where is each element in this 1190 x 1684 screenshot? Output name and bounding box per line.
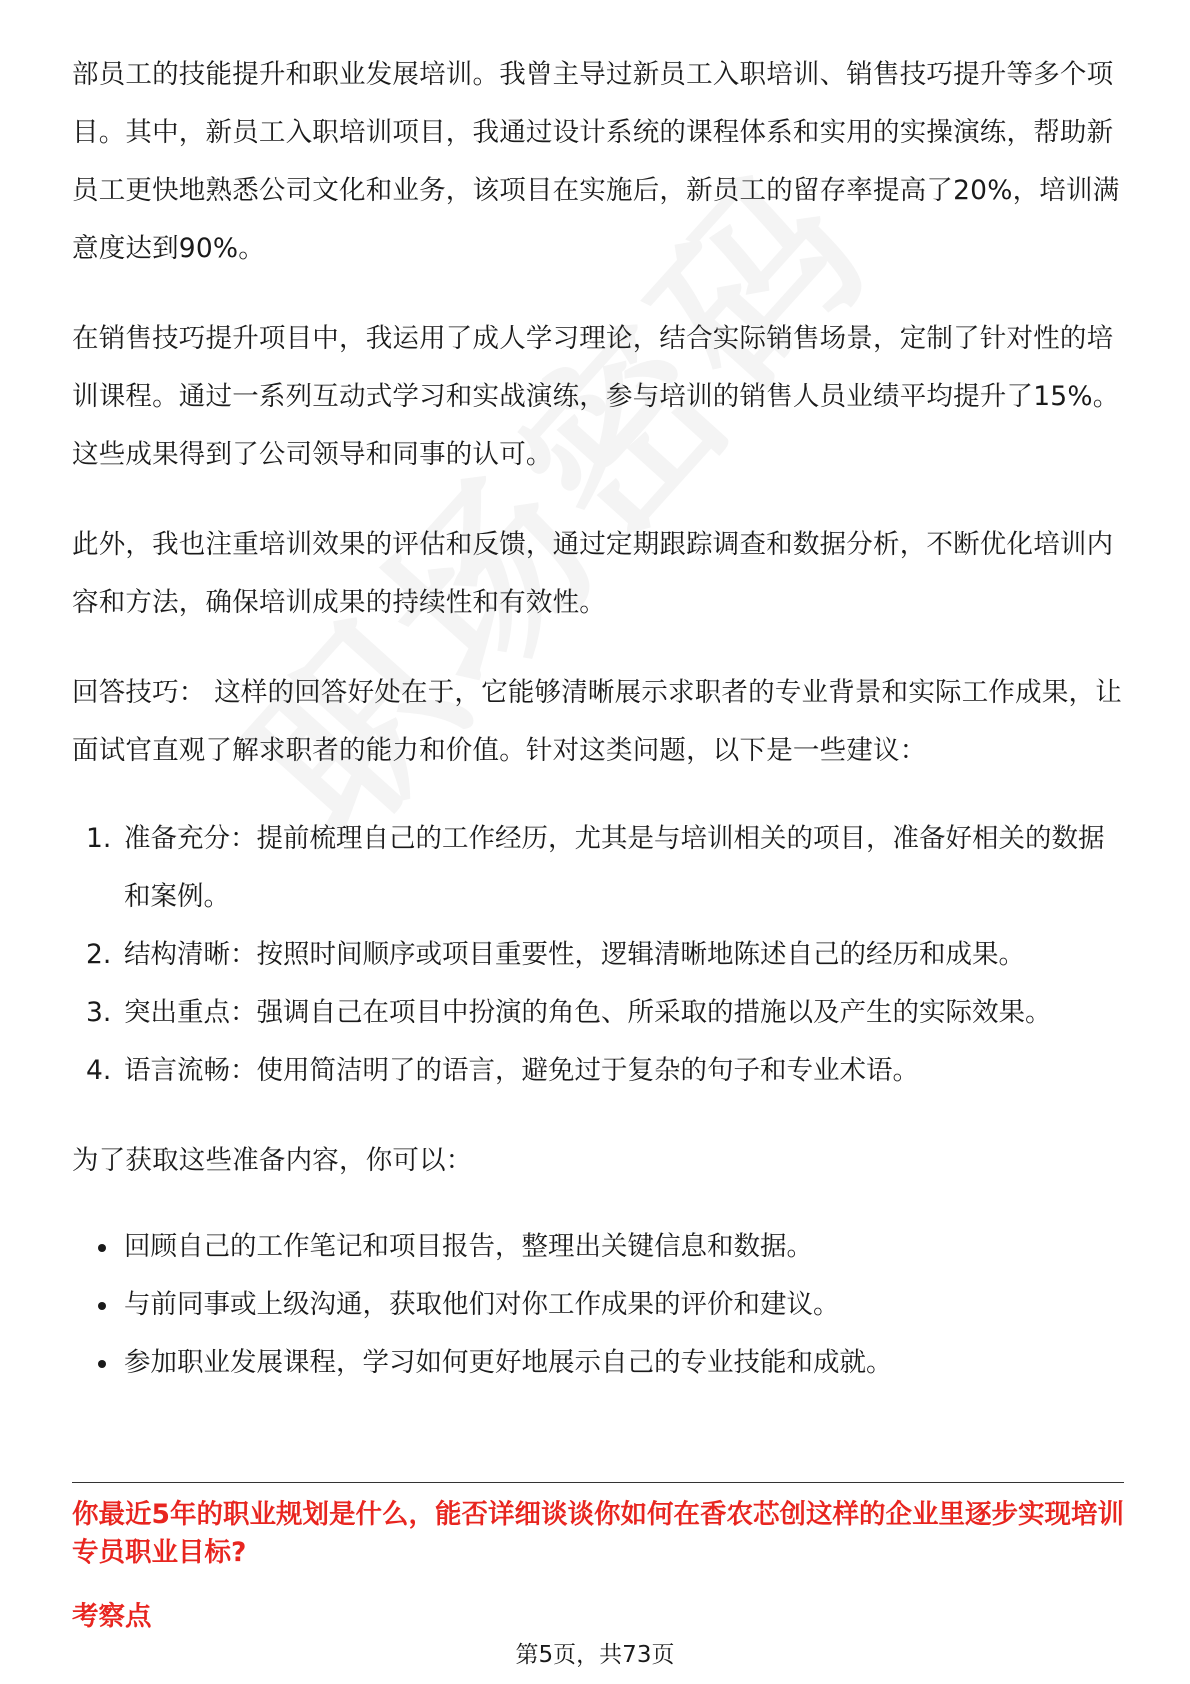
- list-item-text: 回顾自己的工作笔记和项目报告，整理出关键信息和数据。: [124, 1231, 813, 1262]
- list-item: [72, 1276, 1124, 1334]
- list-number: 3.: [86, 997, 112, 1028]
- tips-list: [72, 810, 1124, 1100]
- list-item: [72, 1218, 1124, 1276]
- list-item: [72, 1042, 1124, 1100]
- prep-list: [72, 1218, 1124, 1392]
- paragraph-training-experience: 部员工的技能提升和职业发展培训。我曾主导过新员工入职培训、销售技巧提升等多个项目。其中，新员工入职培训项目，我通过设计系统的课程体系和实用的实操演练，帮助新员工更快地熟悉公司文化和业务，该项目在实施后，新员工的留存率提高了20%，培训满意度达到90%。: [72, 59, 1120, 264]
- list-item: [72, 926, 1124, 984]
- paragraph-evaluation: 此外，我也注重培训效果的评估和反馈，通过定期跟踪调查和数据分析，不断优化培训内容和方法，确保培训成果的持续性和有效性。: [72, 529, 1114, 618]
- main-content: [72, 46, 1124, 1392]
- list-item-text: 准备充分：提前梳理自己的工作经历，尤其是与培训相关的项目，准备好相关的数据和案例。: [124, 823, 1105, 912]
- list-item-text: 语言流畅：使用简洁明了的语言，避免过于复杂的句子和专业术语。: [124, 1055, 919, 1086]
- list-item-text: 结构清晰：按照时间顺序或项目重要性，逻辑清晰地陈述自己的经历和成果。: [124, 939, 1025, 970]
- list-item: [72, 810, 1124, 926]
- list-item-text: 与前同事或上级沟通，获取他们对你工作成果的评价和建议。: [124, 1289, 840, 1320]
- bullet-icon: [98, 1360, 106, 1368]
- paragraph-prep-intro: 为了获取这些准备内容，你可以：: [72, 1145, 473, 1176]
- list-number: 4.: [86, 1055, 112, 1086]
- list-number: 2.: [86, 939, 112, 970]
- list-number: 1.: [86, 823, 112, 854]
- paragraph-sales-project: 在销售技巧提升项目中，我运用了成人学习理论，结合实际销售场景，定制了针对性的培训课程。通过一系列互动式学习和实战演练，参与培训的销售人员业绩平均提升了15%。这些成果得到了公司领导和同事的认可。: [72, 323, 1120, 470]
- paragraph-answer-tips: 回答技巧： 这样的回答好处在于，它能够清晰展示求职者的专业背景和实际工作成果，让面试官直观了解求职者的能力和价值。针对这类问题，以下是一些建议：: [72, 677, 1122, 766]
- bullet-icon: [98, 1244, 106, 1252]
- list-item-text: 参加职业发展课程，学习如何更好地展示自己的专业技能和成就。: [124, 1347, 893, 1378]
- bullet-icon: [98, 1302, 106, 1310]
- section-label: 考察点: [72, 1601, 152, 1632]
- page-number: 第5页，共73页: [515, 1642, 675, 1668]
- list-item: [72, 984, 1124, 1042]
- list-item-text: 突出重点：强调自己在项目中扮演的角色、所采取的措施以及产生的实际效果。: [124, 997, 1052, 1028]
- question-heading: 你最近5年的职业规划是什么，能否详细谈谈你如何在香农芯创这样的企业里逐步实现培训专员职业目标?: [72, 1499, 1124, 1568]
- section-divider: [72, 1482, 1124, 1483]
- list-item: [72, 1334, 1124, 1392]
